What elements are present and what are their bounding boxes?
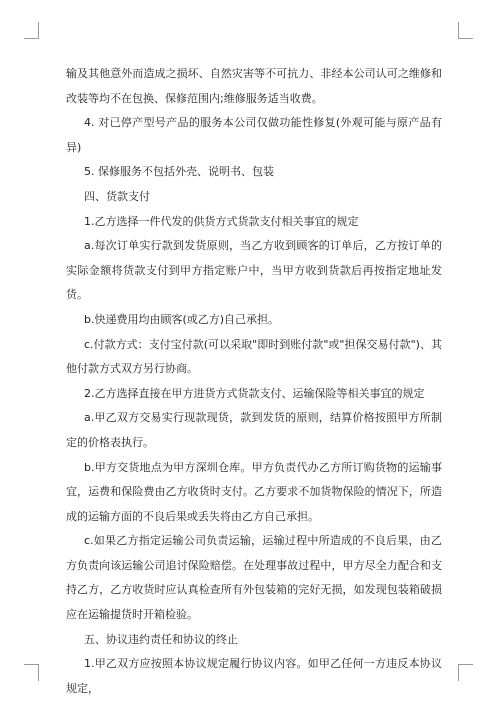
section-heading: 四、货款支付	[84, 189, 150, 203]
paragraph: 4. 对已停产型号产品的服务本公司仅做功能性修复(外观可能与原产品有异)	[66, 116, 442, 154]
crop-mark-bottom-right	[458, 664, 473, 681]
crop-mark-top-right	[458, 22, 473, 39]
paragraph: b.快递费用均由顾客(或乙方)自己承担。	[84, 312, 280, 326]
paragraph: c.如果乙方指定运输公司负责运输，运输过程中所造成的不良后果，由乙方负责向该运输公司追讨保险赔偿。在处理事故过程中，甲方尽全力配合和支持乙方，乙方收货时应认真检查所有外包装箱的完好无损，如发现包装箱破损应在运输提货时开箱检验。	[66, 534, 442, 622]
paragraph: 1.乙方选择一件代发的供货方式货款支付相关事宜的规定	[84, 214, 359, 228]
paragraph: 输及其他意外而造成之损坏、自然灾害等不可抗力、非经本公司认可之维修和改装等均不在包换、保修范围内;维修服务适当收费。	[66, 67, 442, 105]
document-body	[66, 62, 442, 701]
paragraph: 5. 保修服务不包括外壳、说明书、包装	[84, 165, 274, 179]
paragraph: c.付款方式：支付宝付款(可以采取"即时到账付款"或"担保交易付款")、其他付款方式双方另行协商。	[66, 337, 442, 376]
section-heading: 五、协议违约责任和协议的终止	[84, 632, 238, 646]
paragraph: a.每次订单实行款到发货原则，当乙方收到顾客的订单后，乙方按订单的实际金额将货款支付到甲方指定账户中，当甲方收到货款后再按指定地址发货。	[66, 239, 442, 302]
paragraph: 2.乙方选择直接在甲方进货方式货款支付、运输保险等相关事宜的规定	[84, 386, 425, 400]
crop-mark-bottom-left	[24, 664, 39, 681]
crop-mark-top-left	[24, 22, 39, 39]
paragraph: b.甲方交货地点为甲方深圳仓库。甲方负责代办乙方所订购货物的运输事宜，运费和保险费由乙方收货时支付。乙方要求不加货物保险的情况下，所造成的运输方面的不良后果或丢失将由乙方自己承担。	[66, 460, 442, 523]
paragraph: 1.甲乙双方应按照本协议规定履行协议内容。如甲乙任何一方违反本协议规定，	[66, 657, 442, 695]
paragraph: a.甲乙双方交易实行现款现货，款到发货的原则，结算价格按照甲方所制定的价格表执行。	[66, 411, 442, 449]
